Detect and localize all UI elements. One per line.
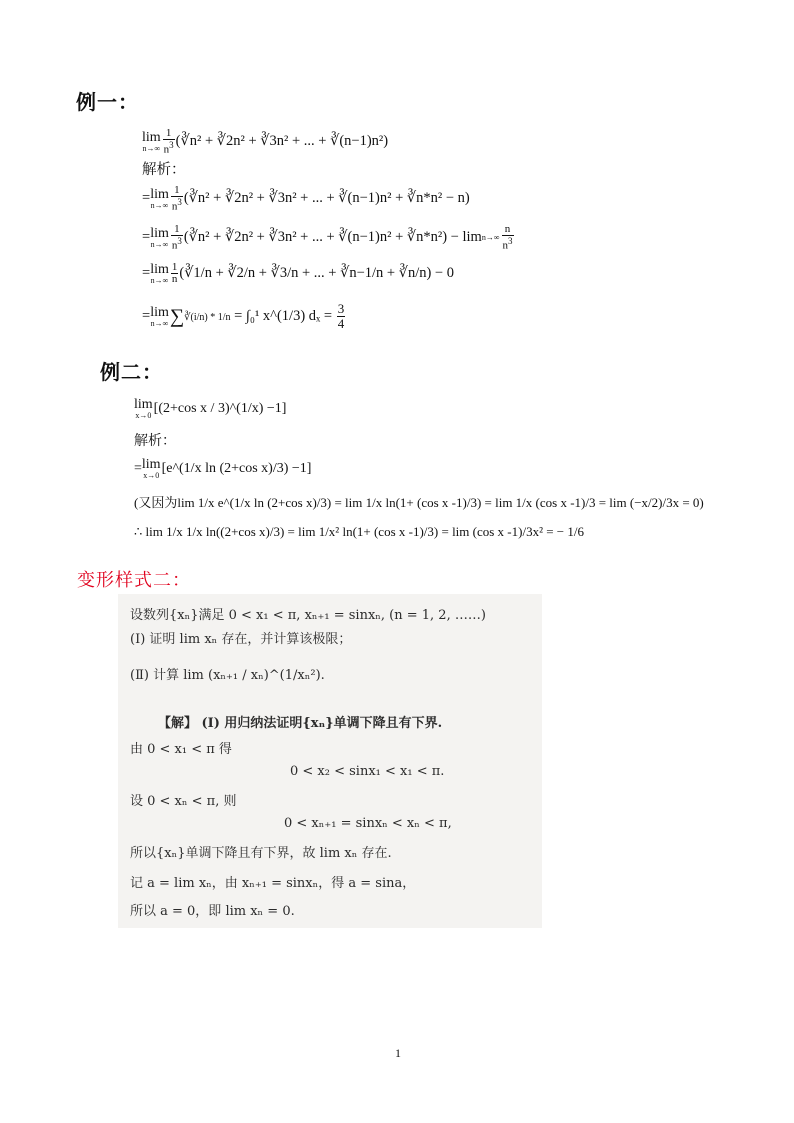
example2-step3: ∴ lim 1/x 1/x ln((2+cos x)/3) = lim 1/x² ln(1+ (cos x -1)/3) = lim (cos x -1)/3x² = − 1/6: [134, 524, 585, 539]
scan-line: 所以 a = 0，即 lim xₙ = 0.: [130, 904, 295, 919]
example1-step1: = lim n→∞ $\frac{1}{n^3}$ (∛n² + ∛2n² + ∛3n² + ... + ∛(n−1)n² + ∛n*n² − n): [142, 184, 470, 213]
scan-line: 设 0 < xₙ < π, 则: [130, 794, 237, 809]
page-number: 1: [395, 1046, 401, 1060]
example2-step1: = lim x→0 [e^(1/x ln (2+cos x)/3) −1]: [134, 457, 312, 480]
example1-heading: 例一：: [76, 90, 139, 114]
example1-step4: = lim n→∞ ∑∛(i/n) * 1/n = ∫₀¹ x^(1/3) dₓ = $\frac{3}{4}$: [142, 301, 345, 331]
example2-problem: lim x→0 [(2+cos x / 3)^(1/x) −1]: [134, 397, 287, 420]
scan-line: 所以{xₙ}单调下降且有下界，故 lim xₙ 存在.: [130, 846, 392, 861]
scan-line: 记 a = lim xₙ，由 xₙ₊₁ = sinxₙ，得 a = sina，: [130, 876, 416, 891]
example1-step3: = lim n→∞ $\frac{1}{n}$ (∛1/n + ∛2/n + ∛3/n + ... + ∛n−1/n + ∛n/n) − 0: [142, 261, 454, 285]
scan-line: 0 < x₂ < sinx₁ < x₁ < π.: [290, 764, 445, 779]
scan-line: 【解】 (Ⅰ) 用归纳法证明{xₙ}单调下降且有下界.: [158, 716, 443, 731]
example1-analysis-label: 解析：: [142, 162, 186, 178]
scan-line: 由 0 < x₁ < π 得: [130, 742, 232, 757]
example1-problem: lim n→∞ $\frac{1}{n^3}$ (∛n² + ∛2n² + ∛3n² + ... + ∛(n−1)n²): [142, 127, 389, 156]
scan-line: 设数列{xₙ}满足 0 < x₁ < π, xₙ₊₁ = sinxₙ, (n = 1, 2, ……): [130, 608, 486, 623]
example1-step2: = lim n→∞ $\frac{1}{n^3}$ (∛n² + ∛2n² + ∛3n² + ... + ∛(n−1)n² + ∛n*n²) − lim n→∞ $\frac{n}{n^3}$: [142, 223, 513, 252]
example2-heading: 例二：: [100, 360, 163, 384]
example2-analysis-label: 解析：: [134, 434, 176, 449]
scanned-problem-image: [118, 594, 542, 928]
scan-line: (Ⅰ) 证明 lim xₙ 存在，并计算该极限；: [130, 632, 352, 647]
variant2-heading: 变形样式二：: [77, 570, 191, 591]
scan-line: (Ⅱ) 计算 lim (xₙ₊₁ / xₙ)^(1/xₙ²).: [130, 668, 325, 683]
example2-step2: (又因为lim 1/x e^(1/x ln (2+cos x)/3) = lim 1/x ln(1+ (cos x -1)/3) = lim 1/x (cos x -1)/3 = lim (−x/2)/3x = 0): [134, 495, 704, 510]
scan-line: 0 < xₙ₊₁ = sinxₙ < xₙ < π,: [284, 816, 452, 831]
